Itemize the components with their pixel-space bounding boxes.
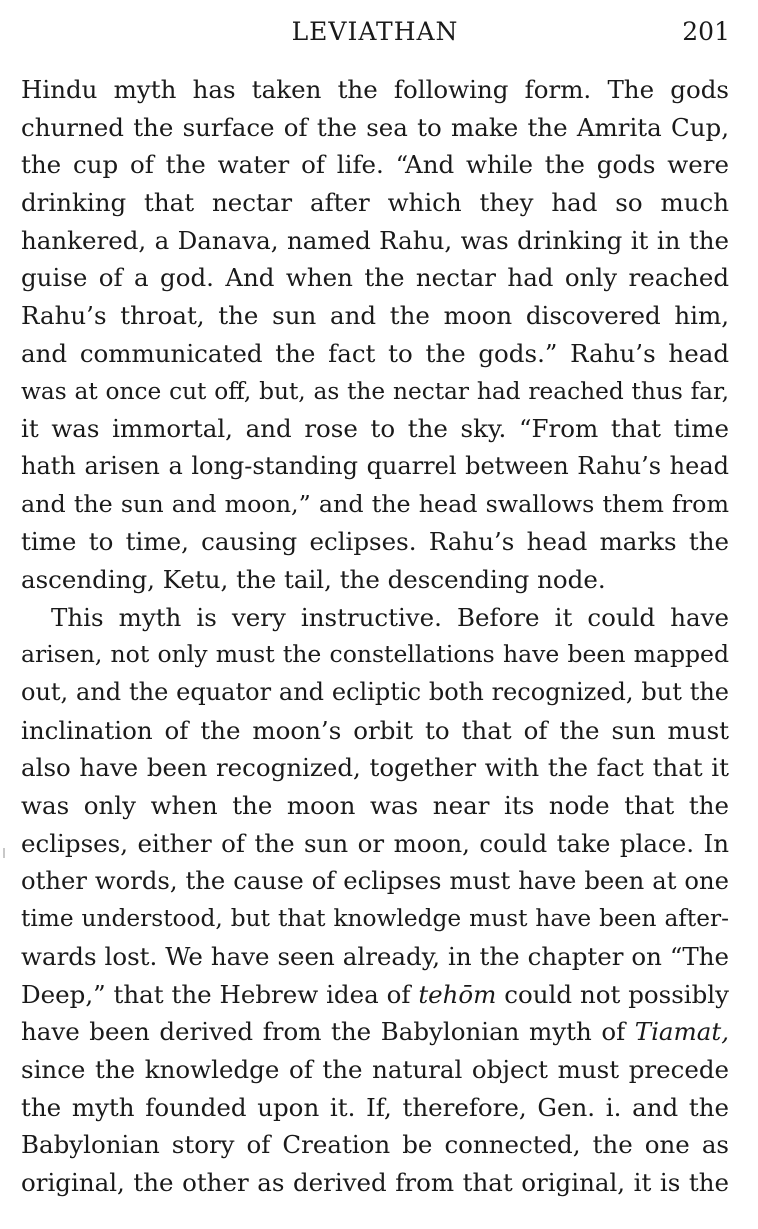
text-line-with-italic	[21, 1013, 729, 1051]
text-line: the myth founded upon it. If, therefore, Gen. i. and the	[21, 1092, 729, 1122]
italic-term-tehom: tehōm	[418, 979, 497, 1009]
text-line: was at once cut off, but, as the nectar had reached thus far,	[21, 377, 729, 405]
text-line: eclipses, either of the sun or moon, could take place. In	[21, 828, 729, 858]
italic-term-tiamat: Tiamat,	[634, 1017, 729, 1047]
margin-mark	[3, 848, 5, 858]
text-line: wards lost. We have seen already, in the chapter on “The	[21, 941, 729, 971]
text-line: and the sun and moon,” and the head swallows them from	[21, 489, 729, 518]
text-line: drinking that nectar after which they had so much	[21, 188, 729, 218]
text-line: it was immortal, and rose to the sky. “From that time	[21, 414, 729, 444]
body-text	[21, 71, 729, 1202]
text-line-with-italic	[21, 976, 729, 1014]
text-line: ascending, Ketu, the tail, the descending node.	[21, 564, 606, 594]
text-line: churned the surface of the sea to make the Amrita Cup,	[21, 112, 729, 142]
text-line: since the knowledge of the natural object must precede	[21, 1054, 729, 1084]
text-line: guise of a god. And when the nectar had only reached	[21, 263, 729, 293]
text-line: hankered, a Danava, named Rahu, was drinking it in the	[21, 225, 729, 255]
text-line: hath arisen a long-standing quarrel between Rahu’s head	[21, 451, 729, 480]
text-line: Rahu’s throat, the sun and the moon discovered him,	[21, 301, 729, 331]
text-line: arisen, not only must the constellations have been mapped	[21, 640, 729, 669]
text-line: also have been recognized, together with the fact that it	[21, 753, 729, 783]
text-line: other words, the cause of eclipses must have been at one	[21, 866, 729, 896]
text-segment: could not possibly	[496, 979, 729, 1009]
text-line: was only when the moon was near its node that the	[21, 791, 729, 821]
text-line: This myth is very instructive. Before it could have	[51, 602, 729, 632]
page-number: 201	[682, 17, 730, 46]
paragraph-1	[21, 71, 729, 599]
text-line: original, the other as derived from that original, it is the	[21, 1167, 729, 1197]
text-line: time understood, but that knowledge must have been after-	[21, 905, 729, 933]
text-line: Hindu myth has taken the following form. The gods	[21, 75, 729, 104]
text-line: inclination of the moon’s orbit to that of the sun must	[21, 715, 729, 745]
paragraph-2	[21, 599, 729, 1202]
text-line: Babylonian story of Creation be connected, the one as	[21, 1130, 729, 1160]
text-line: and communicated the fact to the gods.” Rahu’s head	[21, 338, 729, 368]
text-line: time to time, causing eclipses. Rahu’s head marks the	[21, 527, 729, 557]
running-title: LEVIATHAN	[291, 17, 459, 46]
text-line: the cup of the water of life. “And while the gods were	[21, 150, 729, 180]
text-segment: Deep,” that the Hebrew idea of	[21, 979, 419, 1009]
text-segment: have been derived from the Babylonian myth of	[21, 1017, 635, 1047]
text-line: out, and the equator and ecliptic both recognized, but the	[21, 678, 729, 706]
page-header	[20, 14, 730, 50]
